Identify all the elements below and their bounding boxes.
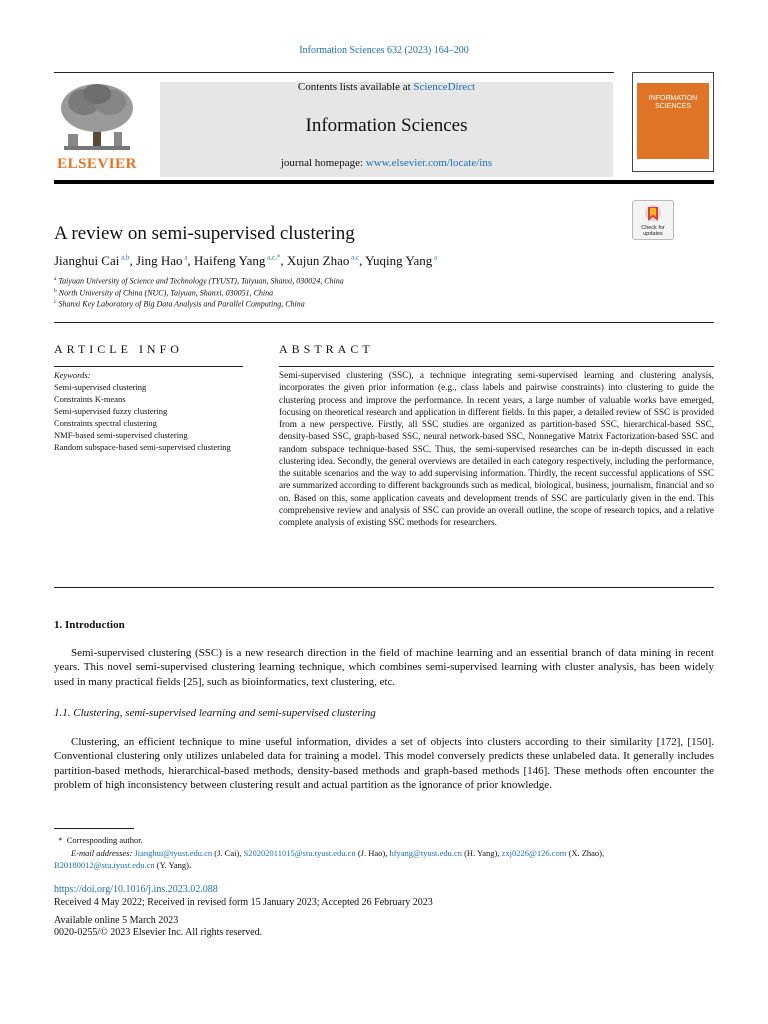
header-top-rule: [54, 72, 614, 73]
keyword-item: Semi-supervised fuzzy clustering: [54, 406, 168, 416]
doi-link[interactable]: https://doi.org/10.1016/j.ins.2023.02.088: [54, 884, 218, 895]
journal-reference[interactable]: Information Sciences 632 (2023) 164–200: [299, 45, 469, 56]
email-link[interactable]: S20202011015@stu.tyust.edu.cn: [243, 848, 356, 858]
affiliation-mark: a: [54, 276, 57, 282]
affiliation-mark: c: [54, 299, 57, 305]
author-separator: ,: [359, 253, 366, 268]
check-updates-label: Check for updates: [641, 225, 665, 237]
email-owner: (J. Cai),: [212, 848, 244, 858]
article-info-heading: ARTICLE INFO: [54, 342, 183, 356]
check-for-updates-button[interactable]: [632, 200, 674, 240]
copyright: 0020-0255/© 2023 Elsevier Inc. All rights reserved.: [54, 927, 263, 938]
bookmark-icon: [644, 204, 662, 224]
intro-paragraph: Semi-supervised clustering (SSC) is a new research direction in the field of machine learning and an essential branch of data mining in recent years. This novel semi-supervised clustering learning technique, which combines semi-supervised learning with cluster analysis, has been widely used in many practical fields [25], such as bioinformatics, text clustering, etc.: [54, 647, 714, 688]
email-owner: (H. Yang),: [461, 848, 502, 858]
keyword-list: [54, 381, 244, 453]
footnote-rule: [54, 828, 134, 829]
affiliation-c: [54, 299, 305, 309]
author-name[interactable]: Xujun Zhao: [286, 253, 350, 268]
author-separator: ,: [280, 253, 287, 268]
author-separator: ,: [129, 253, 136, 268]
email-owner: (X. Zhao),: [566, 848, 605, 858]
email-link[interactable]: zxj0226@126.com: [501, 848, 567, 858]
cover-title: INFORMATION SCIENCES: [648, 95, 698, 110]
journal-name: Information Sciences: [305, 115, 468, 136]
author-affiliation-mark[interactable]: a,c,*: [265, 253, 281, 262]
abstract-text: Semi-supervised clustering (SSC), a technique integrating semi-supervised learning and clustering analysis, incorporates the given prior information (e.g., class labels and pairwise constraints) into clustering to guide the clustering process and improve the performance. In recent years, a large number of valuable works have emerged, focusing on theoretical research and application in different fields. In this paper, a detailed review of SSC is provided from a new perspective. Firstly, all SSC studies are organized as partition-based SSC, hierarchical-based SSC, density-based SSC, graph-based SSC, neural network-based SSC, Nonnegative Matrix Factorization-based SSC and random subspace technique-based SSC. Thus, the semi-supervised researches can be in-depth discussed in each clustering idea. Secondly, the general overviews are detailed in each category respectively, including the performance, the suitable scenarios and the way to add supervising information. Thirdly, the recent successful applications of SSC are summarized according to different backgrounds such as medical, biological, business, journalism, financial and so on. Based on this, some application caveats and development trends of SSC are particularly given in the end. This comprehensive review and analysis of SSC can provide an overall outline, the scope of research topics, and a relative complete analysis of existing SSC methods for researchers.: [279, 370, 714, 527]
header-bottom-rule: [54, 180, 714, 184]
homepage-link[interactable]: www.elsevier.com/locate/ins: [365, 157, 493, 169]
section-heading: 1. Introduction: [54, 619, 125, 631]
journal-cover-thumbnail[interactable]: [632, 72, 714, 172]
email-label: E-mail addresses:: [71, 848, 135, 858]
author-affiliation-mark[interactable]: a: [432, 253, 438, 262]
title-divider: [54, 322, 714, 323]
author-name[interactable]: Yuqing Yang: [365, 253, 433, 268]
abstract-rule: [279, 366, 714, 367]
author-affiliation-mark[interactable]: a,c: [349, 253, 360, 262]
article-title: A review on semi-supervised clustering: [54, 223, 355, 244]
email-line-1: [71, 848, 604, 858]
asterisk-icon: *: [54, 835, 67, 845]
keyword-item: Constraints K-means: [54, 394, 126, 404]
abstract-heading: ABSTRACT: [279, 342, 374, 356]
available-online: Available online 5 March 2023: [54, 915, 179, 926]
keyword-item: Random subspace-based semi-supervised clustering: [54, 442, 231, 452]
journal-homepage-line: [160, 157, 613, 169]
keyword-item: NMF-based semi-supervised clustering: [54, 430, 188, 440]
author-separator: ,: [187, 253, 194, 268]
affiliation-text: Taiyuan University of Science and Technology (TYUST), Taiyuan, Shanxi, 030024, China: [58, 276, 344, 286]
email-link[interactable]: hfyang@tyust.edu.cn: [389, 848, 462, 858]
email-line-2: [54, 860, 191, 870]
affiliation-b: [54, 288, 273, 298]
affiliation-mark: b: [54, 288, 57, 294]
keyword-item: Constraints spectral clustering: [54, 418, 157, 428]
author-name[interactable]: Jing Hao: [135, 253, 183, 268]
corresponding-note: [54, 835, 143, 845]
received-dates: Received 4 May 2022; Received in revised form 15 January 2023; Accepted 26 February 2023: [54, 897, 433, 908]
author-affiliation-mark[interactable]: a: [182, 253, 188, 262]
affiliation-a: [54, 276, 344, 286]
subsection-heading: 1.1. Clustering, semi-supervised learning and semi-supervised clustering: [54, 707, 376, 719]
affiliation-text: North University of China (NUC), Taiyuan, Shanxi, 030051, China: [58, 288, 274, 298]
author-list: [54, 253, 437, 269]
email-link[interactable]: B20180012@stu.tyust.edu.cn: [54, 860, 155, 870]
article-info-rule: [54, 366, 243, 367]
author-affiliation-mark[interactable]: a,b: [119, 253, 130, 262]
author-name[interactable]: Haifeng Yang: [193, 253, 266, 268]
clustering-paragraph: Clustering, an efficient technique to mine useful information, divides a set of objects into clusters according to their similarity [172], [150]. Conventional clustering only utilizes unlabeled data for training a model. This model conversely predicts these unlabeled data. It generally includes partition-based methods, hierarchical-based methods, density-based methods and graph-based methods [146]. These methods often encounter the problem of high inconsistency between clustering result and actual partition as the ignorance of prior knowledge.: [54, 736, 714, 792]
contents-line: [160, 81, 613, 93]
corresponding-text: Corresponding author.: [66, 835, 143, 845]
homepage-prefix: journal homepage:: [280, 157, 366, 169]
email-owner: (J. Hao),: [355, 848, 390, 858]
contents-prefix: Contents lists available at: [297, 81, 414, 93]
email-owner: (Y. Yang).: [154, 860, 192, 870]
abstract-divider: [54, 587, 714, 588]
keywords-label: Keywords:: [54, 370, 91, 380]
author-name[interactable]: Jianghui Cai: [54, 253, 120, 268]
email-link[interactable]: Jianghui@tyust.edu.cn: [134, 848, 213, 858]
keyword-item: Semi-supervised clustering: [54, 382, 147, 392]
sciencedirect-link[interactable]: ScienceDirect: [413, 81, 476, 93]
publisher-wordmark: ELSEVIER: [57, 156, 137, 172]
affiliation-text: Shanxi Key Laboratory of Big Data Analysis and Parallel Computing, China: [58, 299, 305, 309]
